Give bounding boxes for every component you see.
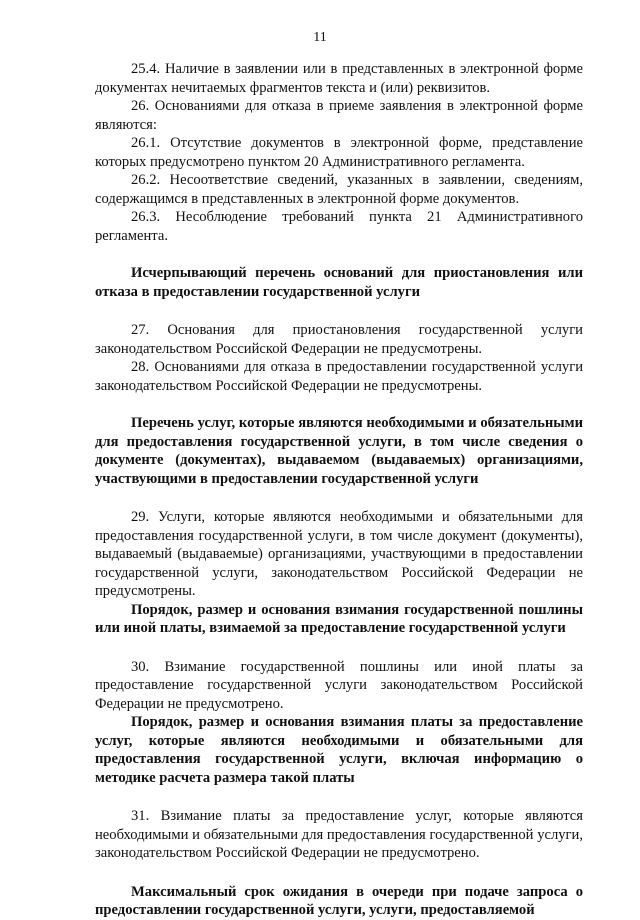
paragraph-26-3: 26.3. Несоблюдение требований пункта 21 Административного регламента. <box>95 209 583 244</box>
section-heading-service-fee: Порядок, размер и основания взимания платы за предоставление услуг, которые являются необходимыми и обязательными для предоставления государственной услуги, включая информацию о методике расчета размера такой платы <box>95 714 583 786</box>
paragraph-28: 28. Основаниями для отказа в предоставлении государственной услуги законодательством Российской Федерации не предусмотрены. <box>95 359 583 394</box>
paragraph-26: 26. Основаниями для отказа в приеме заявления в электронной форме являются: <box>95 98 583 133</box>
page-number: 11 <box>313 30 327 45</box>
section-heading-queue-time: Максимальный срок ожидания в очереди при подаче запроса о предоставлении государственной услуги, услуги, предоставляемой <box>95 883 583 918</box>
paragraph-31: 31. Взимание платы за предоставление услуг, которые являются необходимыми и обязательными для предоставления государственной услуги, законодательством Российской Федерации не предусмотрено. <box>95 808 583 861</box>
paragraph-25-4: 25.4. Наличие в заявлении или в представленных в электронной форме документах нечитаемых фрагментов текста и (или) реквизитов. <box>95 61 583 96</box>
section-heading-suspension-refusal: Исчерпывающий перечень оснований для приостановления или отказа в предоставлении государственной услуги <box>95 265 583 300</box>
paragraph-26-2: 26.2. Несоответствие сведений, указанных в заявлении, сведениям, содержащимся в представленных в электронной форме документов. <box>95 172 583 207</box>
paragraph-26-1: 26.1. Отсутствие документов в электронной форме, представление которых предусмотрено пунктом 20 Административного регламента. <box>95 135 583 170</box>
paragraph-27: 27. Основания для приостановления государственной услуги законодательством Российской Федерации не предусмотрены. <box>95 322 583 357</box>
paragraph-30: 30. Взимание государственной пошлины или иной платы за предоставление государственной услуги законодательством Российской Федерации не предусмотрено. <box>95 658 583 712</box>
paragraph-29: 29. Услуги, которые являются необходимыми и обязательными для предоставления государственной услуги, в том числе документ (документы), выдаваемый (выдаваемые) организациями, участвующими в предоставлении государственной услуги, законодательством Российской Федерации не предусмотрены. <box>95 509 583 599</box>
section-heading-state-fee: Порядок, размер и основания взимания государственной пошлины или иной платы, взимаемой за предоставление государственной услуги <box>95 601 583 636</box>
section-heading-required-services: Перечень услуг, которые являются необходимыми и обязательными для предоставления государственной услуги, в том числе сведения о документе (документах), выдаваемом (выдаваемых) организациями, участвующими в предоставлении государственной услуги <box>95 415 583 487</box>
page-content <box>95 60 583 920</box>
